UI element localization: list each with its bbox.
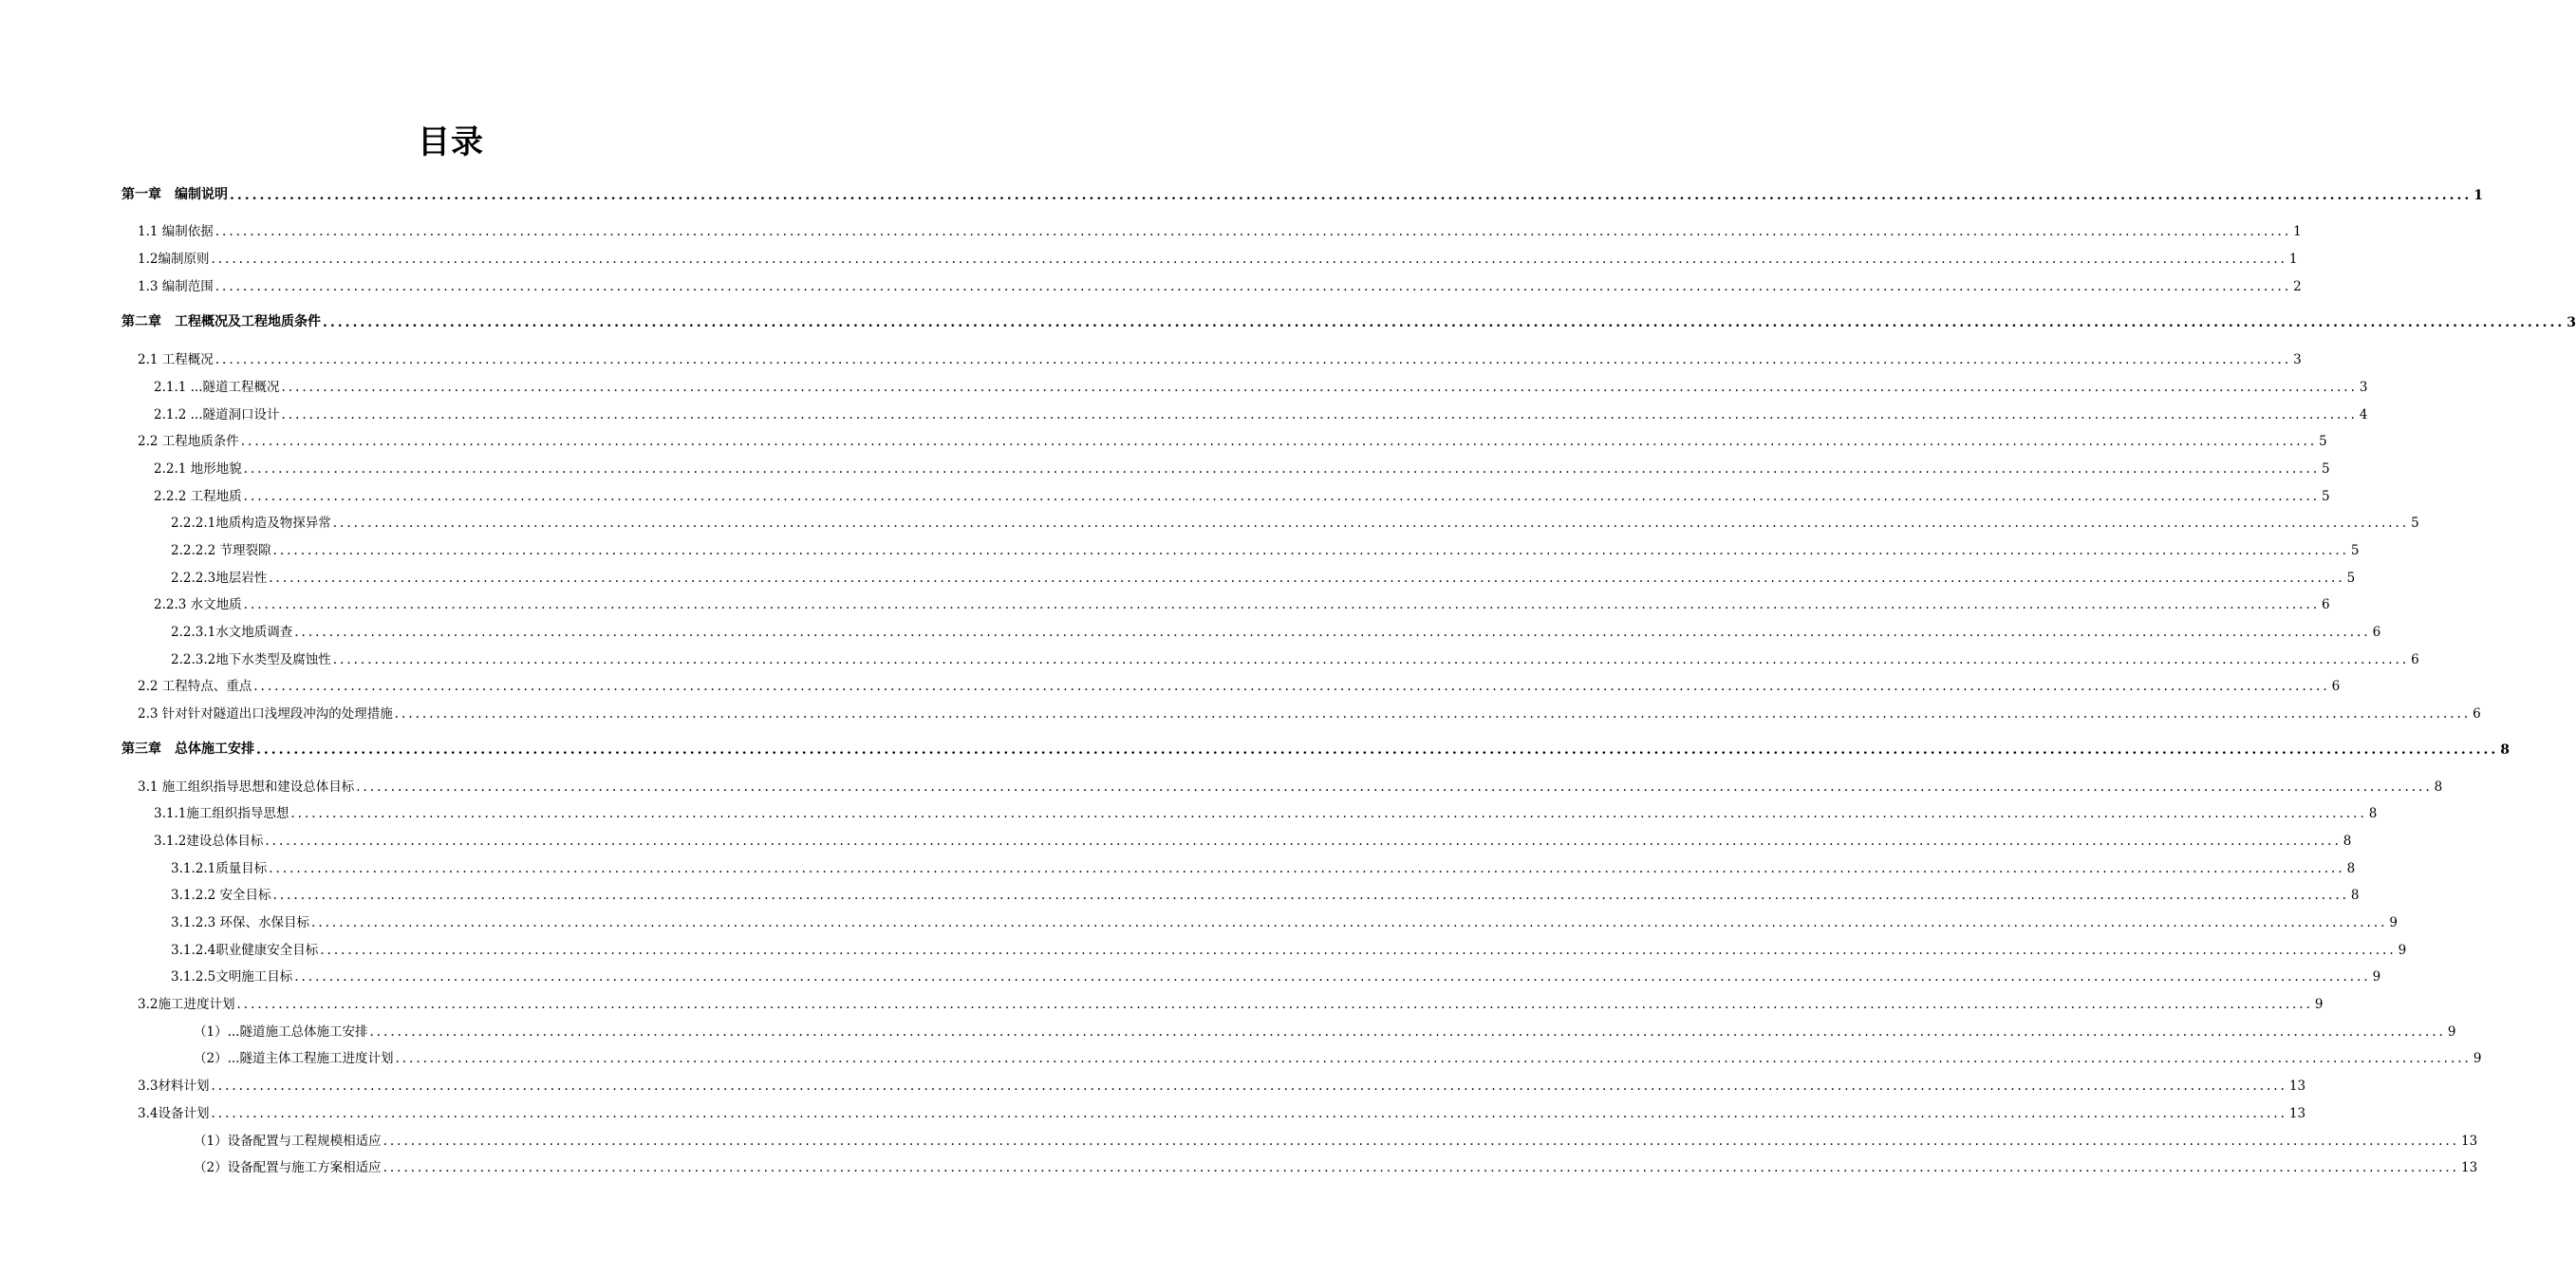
toc-leader-dots: ............................................................................................................................................................................................................................................................................................................	[272, 888, 2349, 903]
toc-entry[interactable]	[0, 510, 2419, 531]
toc-entry-label: 3.3材料计划	[138, 1079, 210, 1094]
toc-page-number: 9	[2473, 1051, 2482, 1066]
toc-entry[interactable]	[0, 246, 2298, 267]
toc-leader-dots: ............................................................................................................................................................................................................................................................................................................	[236, 997, 2313, 1012]
toc-page-number: 3	[2359, 380, 2368, 395]
toc-page-number: 8	[2346, 861, 2356, 876]
toc-entry-label: 2.2.2.2 节理裂隙	[171, 543, 271, 558]
toc-entry-label: 3.1.2.5文明施工目标	[171, 969, 293, 985]
toc-leader-dots: ............................................................................................................................................................................................................................................................................................................	[332, 516, 2410, 531]
toc-entry-label: 2.2.2.1地质构造及物探异常	[171, 516, 331, 531]
toc-page-number: 3	[2293, 352, 2302, 367]
toc-page-number: 4	[2359, 407, 2368, 422]
toc-entry-label: 第二章 工程概况及工程地质条件	[121, 314, 321, 329]
toc-entry-label: 2.2.2.3地层岩性	[171, 571, 268, 586]
toc-entry-label: 2.2.1 地形地貌	[154, 461, 242, 477]
toc-entry[interactable]	[0, 1128, 2478, 1149]
toc-entry-label: 2.2.2 工程地质	[154, 489, 242, 504]
toc-entry-label: 3.4设备计划	[138, 1106, 210, 1121]
toc-entry-label: 2.1 工程概况	[138, 352, 214, 367]
toc-leader-dots: ............................................................................................................................................................................................................................................................................................................	[256, 742, 2499, 758]
toc-entry-label: （1）...隧道施工总体施工安排	[194, 1024, 368, 1040]
toc-entry-label: 3.2施工进度计划	[138, 997, 235, 1012]
toc-page-number: 13	[2460, 1160, 2478, 1175]
toc-leader-dots: ............................................................................................................................................................................................................................................................................................................	[356, 779, 2433, 795]
toc-leader-dots: ............................................................................................................................................................................................................................................................................................................	[265, 834, 2342, 849]
toc-entry-label: 3.1.2.2 安全目标	[171, 888, 271, 903]
toc-leader-dots: ............................................................................................................................................................................................................................................................................................................	[395, 1051, 2472, 1066]
toc-entry-label: 3.1.1施工组织指导思想	[154, 806, 289, 821]
toc-entry-label: 2.2 工程特点、重点	[138, 679, 252, 694]
toc-entry-label: 2.2.3.2地下水类型及腐蚀性	[171, 652, 331, 667]
toc-entry[interactable]	[0, 910, 2399, 930]
toc-entry[interactable]	[0, 374, 2368, 395]
toc-page-number: 5	[2322, 461, 2330, 477]
toc-page-number: 6	[2473, 706, 2481, 722]
toc-page-number: 1	[2288, 252, 2298, 267]
toc-entry[interactable]	[0, 828, 2352, 849]
toc-page-number: 8	[2343, 834, 2352, 849]
toc-leader-dots: ............................................................................................................................................................................................................................................................................................................	[211, 252, 2287, 267]
toc-leader-dots: ............................................................................................................................................................................................................................................................................................................	[294, 969, 2371, 985]
toc-leader-dots: ............................................................................................................................................................................................................................................................................................................	[215, 279, 2292, 294]
toc-entry-label: 3.1.2建设总体目标	[154, 834, 264, 849]
toc-leader-dots: ............................................................................................................................................................................................................................................................................................................	[243, 461, 2321, 477]
toc-leader-dots: ............................................................................................................................................................................................................................................................................................................	[215, 352, 2292, 367]
toc-leader-dots: ............................................................................................................................................................................................................................................................................................................	[294, 625, 2371, 640]
toc-entry[interactable]	[0, 537, 2360, 558]
toc-entry[interactable]	[0, 402, 2368, 422]
toc-entry[interactable]	[0, 347, 2302, 367]
toc-leader-dots: ............................................................................................................................................................................................................................................................................................................	[332, 652, 2410, 667]
toc-entry[interactable]	[0, 774, 2443, 795]
toc-page-number: 8	[2434, 779, 2443, 795]
toc-page-number: 6	[2372, 625, 2381, 640]
toc-entry[interactable]	[0, 1100, 2306, 1121]
toc-chapter-entry[interactable]	[0, 310, 2576, 330]
toc-leader-dots: ............................................................................................................................................................................................................................................................................................................	[281, 407, 2358, 422]
toc-leader-dots: ............................................................................................................................................................................................................................................................................................................	[290, 806, 2367, 821]
toc-page-number: 6	[2411, 652, 2419, 667]
toc-page-number: 8	[2350, 888, 2360, 903]
toc-entry[interactable]	[0, 619, 2381, 640]
toc-page-number: 8	[2500, 742, 2510, 758]
toc-page-number: 5	[2411, 516, 2419, 531]
toc-page-number: 5	[2319, 434, 2327, 449]
toc-entry[interactable]	[0, 647, 2419, 667]
toc-entry-label: 2.1.1 ...隧道工程概况	[154, 380, 280, 395]
toc-entry-label: （1）设备配置与工程规模相适应	[194, 1134, 382, 1149]
toc-page-number: 9	[2447, 1024, 2456, 1040]
toc-leader-dots: ............................................................................................................................................................................................................................................................................................................	[269, 861, 2345, 876]
toc-entry[interactable]	[0, 218, 2302, 239]
toc-entry[interactable]	[0, 964, 2381, 985]
toc-leader-dots: ............................................................................................................................................................................................................................................................................................................	[211, 1079, 2287, 1094]
toc-entry-label: 2.2.3.1水文地质调查	[171, 625, 293, 640]
toc-page-number: 3	[2567, 315, 2576, 330]
toc-entry[interactable]	[0, 456, 2330, 477]
toc-entry[interactable]	[0, 1073, 2306, 1094]
toc-page-number: 9	[2398, 943, 2407, 958]
toc-chapter-entry[interactable]	[0, 182, 2483, 203]
toc-entry[interactable]	[0, 1019, 2456, 1040]
toc-page-number: 2	[2293, 279, 2302, 294]
toc-entry[interactable]	[0, 673, 2341, 694]
toc-entry[interactable]	[0, 273, 2302, 294]
toc-leader-dots: ............................................................................................................................................................................................................................................................................................................	[369, 1024, 2446, 1040]
toc-entry-label: 1.2编制原则	[138, 252, 210, 267]
toc-leader-dots: ............................................................................................................................................................................................................................................................................................................	[281, 380, 2358, 395]
toc-leader-dots: ............................................................................................................................................................................................................................................................................................................	[272, 543, 2349, 558]
toc-page-number: 1	[2473, 188, 2483, 203]
toc-entry[interactable]	[0, 565, 2356, 586]
toc-page-number: 6	[2331, 679, 2341, 694]
toc-leader-dots: ............................................................................................................................................................................................................................................................................................................	[243, 489, 2321, 504]
toc-entry-label: 1.1 编制依据	[138, 224, 214, 239]
toc-entry-label: 第一章 编制说明	[121, 187, 228, 202]
toc-leader-dots: ............................................................................................................................................................................................................................................................................................................	[311, 915, 2388, 930]
toc-page-number: 6	[2322, 597, 2330, 612]
toc-title: 目录	[418, 123, 484, 161]
toc-page-number: 13	[2288, 1106, 2306, 1121]
toc-entry-label: 3.1 施工组织指导思想和建设总体目标	[138, 779, 355, 795]
toc-entry[interactable]	[0, 937, 2407, 958]
toc-page-number: 9	[2314, 997, 2324, 1012]
toc-entry[interactable]	[0, 855, 2356, 876]
toc-entry-label: （2）...隧道主体工程施工进度计划	[194, 1051, 394, 1066]
toc-leader-dots: ............................................................................................................................................................................................................................................................................................................	[269, 571, 2345, 586]
toc-leader-dots: ............................................................................................................................................................................................................................................................................................................	[383, 1160, 2459, 1175]
toc-page-number: 13	[2288, 1079, 2306, 1094]
toc-leader-dots: ............................................................................................................................................................................................................................................................................................................	[323, 315, 2566, 330]
toc-leader-dots: ............................................................................................................................................................................................................................................................................................................	[320, 943, 2397, 958]
toc-leader-dots: ............................................................................................................................................................................................................................................................................................................	[394, 706, 2472, 722]
toc-page-number: 8	[2368, 806, 2378, 821]
toc-leader-dots: ............................................................................................................................................................................................................................................................................................................	[215, 224, 2292, 239]
toc-leader-dots: ............................................................................................................................................................................................................................................................................................................	[211, 1106, 2287, 1121]
toc-page-number: 9	[2372, 969, 2381, 985]
toc-entry-label: 2.1.2 ...隧道洞口设计	[154, 407, 280, 422]
toc-leader-dots: ............................................................................................................................................................................................................................................................................................................	[383, 1134, 2459, 1149]
toc-entry-label: 1.3 编制范围	[138, 279, 214, 294]
toc-entry-label: 2.2.3 水文地质	[154, 597, 242, 612]
toc-entry[interactable]	[0, 1154, 2478, 1175]
toc-entry[interactable]	[0, 1045, 2482, 1066]
toc-entry[interactable]	[0, 591, 2330, 612]
toc-entry-label: （2）设备配置与施工方案相适应	[194, 1160, 382, 1175]
toc-leader-dots: ............................................................................................................................................................................................................................................................................................................	[243, 597, 2321, 612]
toc-leader-dots: ............................................................................................................................................................................................................................................................................................................	[253, 679, 2330, 694]
toc-entry[interactable]	[0, 428, 2327, 449]
toc-page-number: 9	[2389, 915, 2399, 930]
toc-entry-label: 2.3 针对针对隧道出口浅埋段冲沟的处理措施	[138, 706, 393, 722]
toc-entry[interactable]	[0, 991, 2324, 1012]
toc-entry[interactable]	[0, 483, 2330, 504]
toc-entry[interactable]	[0, 701, 2481, 722]
toc-entry-label: 3.1.2.1质量目标	[171, 861, 268, 876]
toc-page-number: 5	[2346, 571, 2356, 586]
toc-entry[interactable]	[0, 882, 2360, 903]
toc-page-number: 13	[2460, 1134, 2478, 1149]
toc-leader-dots: ............................................................................................................................................................................................................................................................................................................	[240, 434, 2318, 449]
toc-entry-label: 3.1.2.4职业健康安全目标	[171, 943, 319, 958]
toc-entry-label: 2.2 工程地质条件	[138, 434, 239, 449]
toc-leader-dots: ............................................................................................................................................................................................................................................................................................................	[230, 188, 2473, 203]
toc-page-number: 5	[2322, 489, 2330, 504]
toc-chapter-entry[interactable]	[0, 737, 2510, 758]
toc-page-number: 5	[2350, 543, 2360, 558]
toc-entry[interactable]	[0, 800, 2378, 821]
toc-entry-label: 3.1.2.3 环保、水保目标	[171, 915, 310, 930]
toc-page-number: 1	[2293, 224, 2302, 239]
toc-entry-label: 第三章 总体施工安排	[121, 741, 254, 757]
